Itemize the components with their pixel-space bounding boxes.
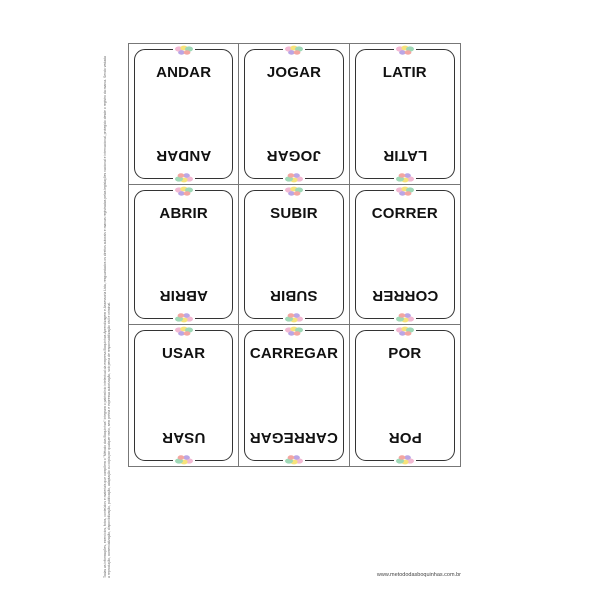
card-word: USAR bbox=[162, 345, 206, 363]
footer-url: www.metododasboquinhas.com.br bbox=[376, 572, 461, 578]
card-word: ABRIR bbox=[159, 204, 208, 222]
copyright-side-note: Todas as informações, exercícios, fotos, conteúdos e materiais que compõem o "Método das Boquinhas" integram o patrimônio intelectual da empresa Boquinhas Aprendizagem e Assessoria Ltda, resguardados os direitos autorais e marcas registradas pelas legislações nacional e internacional, protegido desde o registro da marca. Sendo vedada a reprodução, comercialização, disponibilização, publicação, adaptação ou cópia por qualquer meio, sem prévia e expressa autorização, sob pena de responsabilização civil e criminal. bbox=[103, 56, 112, 578]
card-cell bbox=[350, 44, 460, 185]
card-emblem-icon bbox=[283, 325, 305, 337]
card-emblem-icon bbox=[283, 44, 305, 56]
card-emblem-icon bbox=[394, 312, 416, 324]
word-card bbox=[355, 49, 455, 179]
word-card bbox=[134, 190, 233, 320]
card-cell bbox=[129, 325, 239, 466]
card-emblem-icon bbox=[394, 172, 416, 184]
card-word: SUBIR bbox=[270, 204, 318, 222]
card-emblem-icon bbox=[394, 325, 416, 337]
card-word-inverted: CARREGAR bbox=[249, 429, 339, 446]
card-emblem-icon bbox=[173, 454, 195, 466]
card-cell bbox=[350, 185, 460, 326]
card-emblem-icon bbox=[173, 312, 195, 324]
card-word: ANDAR bbox=[156, 64, 212, 81]
card-cell bbox=[129, 44, 239, 185]
word-card bbox=[134, 49, 233, 179]
card-emblem-icon bbox=[173, 172, 195, 184]
word-card bbox=[244, 49, 343, 179]
card-cell bbox=[350, 325, 460, 466]
card-emblem-icon bbox=[394, 44, 416, 56]
word-card bbox=[244, 190, 343, 320]
card-grid bbox=[128, 43, 461, 467]
card-word-inverted: SUBIR bbox=[270, 287, 318, 305]
card-word-inverted: POR bbox=[388, 429, 422, 446]
card-word-inverted: JOGAR bbox=[266, 146, 322, 164]
card-emblem-icon bbox=[283, 454, 305, 466]
word-card bbox=[134, 330, 233, 461]
card-word-inverted: LATIR bbox=[382, 146, 427, 164]
card-word-inverted: ANDAR bbox=[156, 146, 212, 164]
card-emblem-icon bbox=[283, 185, 305, 197]
card-emblem-icon bbox=[173, 44, 195, 56]
word-card bbox=[244, 330, 343, 461]
word-card bbox=[355, 190, 455, 320]
card-emblem-icon bbox=[394, 454, 416, 466]
word-card bbox=[355, 330, 455, 461]
card-word-inverted: USAR bbox=[162, 429, 206, 446]
card-emblem-icon bbox=[283, 172, 305, 184]
card-word: CORRER bbox=[371, 204, 438, 222]
card-emblem-icon bbox=[173, 185, 195, 197]
card-word-inverted: ABRIR bbox=[159, 287, 208, 305]
card-word: LATIR bbox=[382, 64, 427, 81]
card-cell bbox=[239, 44, 349, 185]
card-emblem-icon bbox=[394, 185, 416, 197]
card-emblem-icon bbox=[173, 325, 195, 337]
card-word-inverted: CORRER bbox=[371, 287, 438, 305]
card-cell bbox=[129, 185, 239, 326]
card-word: JOGAR bbox=[266, 64, 322, 81]
card-word: POR bbox=[388, 345, 422, 363]
card-emblem-icon bbox=[283, 312, 305, 324]
card-cell bbox=[239, 325, 349, 466]
card-cell bbox=[239, 185, 349, 326]
card-word: CARREGAR bbox=[249, 345, 339, 363]
